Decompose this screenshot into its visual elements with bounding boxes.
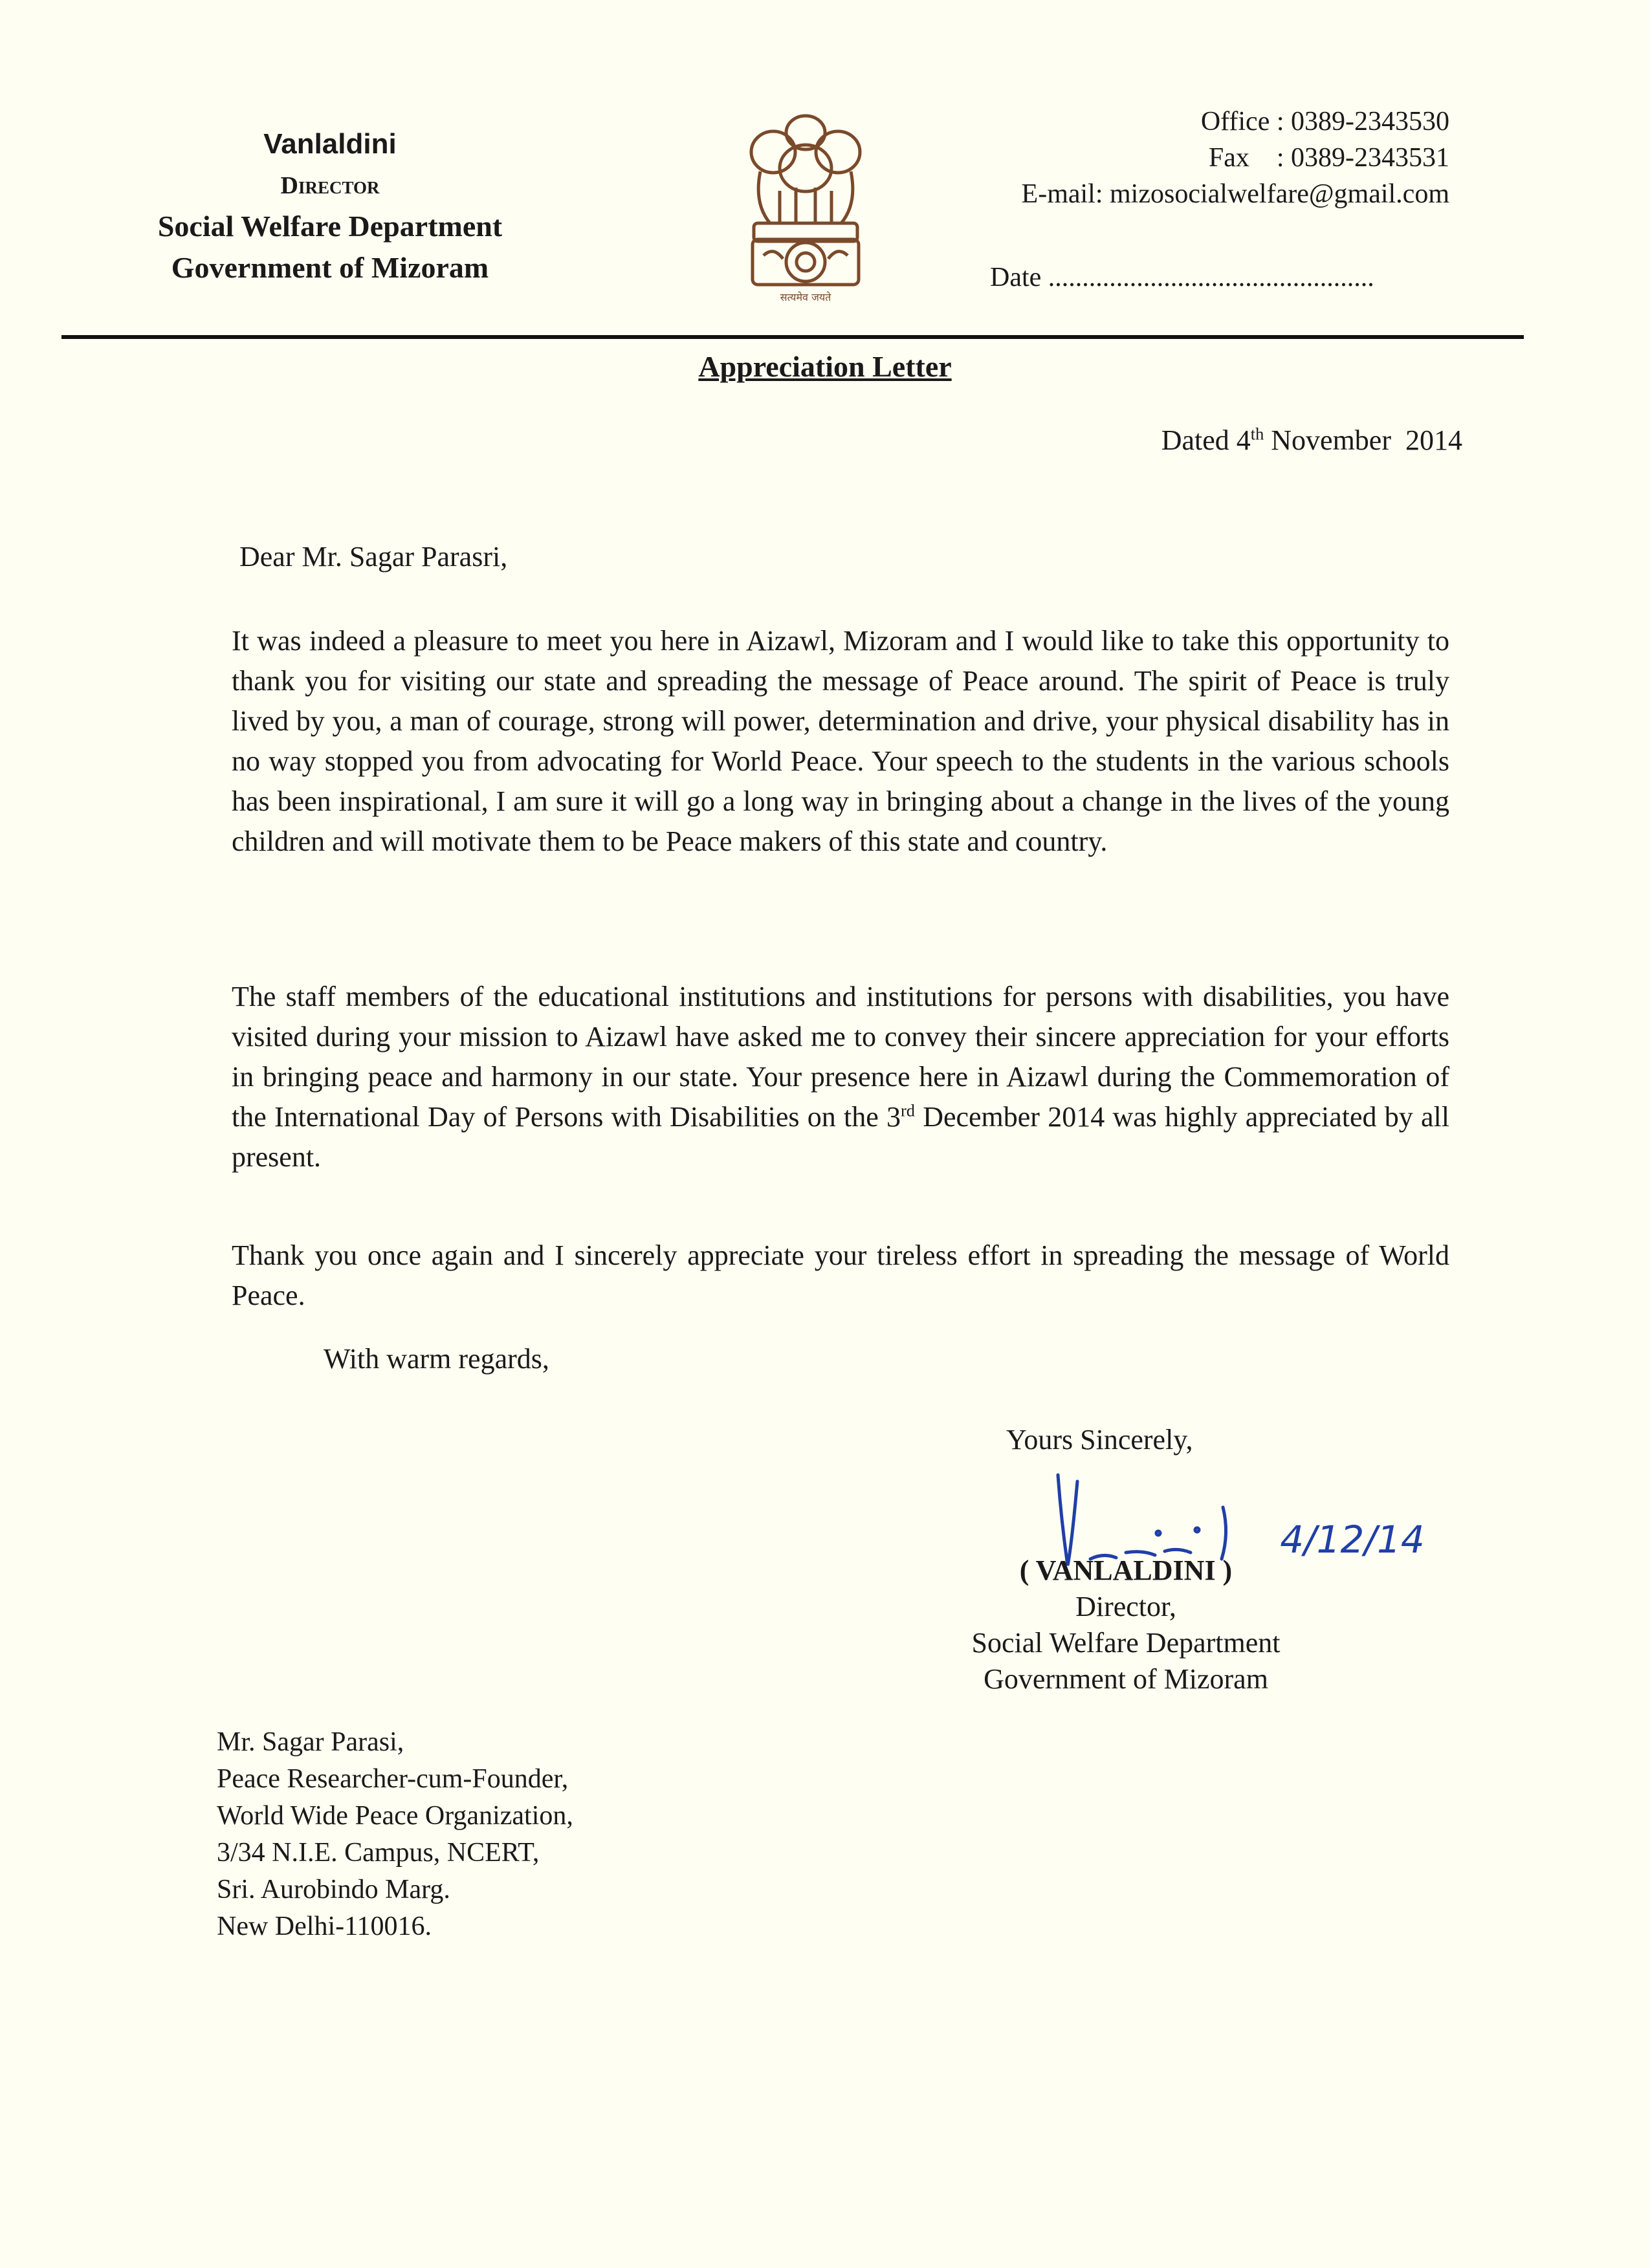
- address-line: Peace Researcher-cum-Founder,: [217, 1764, 569, 1794]
- paragraph-2-sup: rd: [900, 1100, 915, 1120]
- office-phone: Office : 0389-2343530: [1200, 107, 1449, 136]
- regards-line: With warm regards,: [324, 1343, 549, 1375]
- salutation: Dear Mr. Sagar Parasri,: [239, 541, 508, 572]
- sender-department: Social Welfare Department: [157, 210, 503, 243]
- paragraph-3: Thank you once again and I sincerely appreciate your tireless effort in spreading the message of World Peace.: [232, 1239, 1449, 1311]
- address-line: Sri. Aurobindo Marg.: [217, 1875, 450, 1904]
- header-divider: [61, 335, 1524, 339]
- fax-number: Fax : 0389-2343531: [1208, 143, 1449, 173]
- national-emblem-icon: [734, 107, 877, 307]
- recipient-address: [217, 1724, 573, 1945]
- paragraph-2-part-a: The staff members of the educational institutions and institutions for persons with disabilities, you have visited during your mission to Aizawl have asked me to convey their sincere appreciation for your efforts in bringing peace and harmony in our state. Your presence here in Aizawl during the Commemoration of the International Day of Persons with Disabilities on the 3: [232, 981, 1449, 1133]
- dated-rest: November 2014: [1264, 424, 1462, 456]
- paragraph-1: It was indeed a pleasure to meet you here in Aizawl, Mizoram and I would like to take this opportunity to thank you for visiting our state and spreading the message of Peace around. The spirit of Peace is truly lived by you, a man of courage, strong will power, determination and drive, your physical disability has in no way stopped you from advocating for World Peace. Your speech to the students in the various schools has been inspirational, I am sure it will go a long way in bringing about a change in the lives of the young children and will motivate them to be Peace makers of this state and country.: [232, 625, 1449, 857]
- letter-title-block: [0, 349, 1650, 384]
- signature-date: 4/12/14: [1280, 1518, 1425, 1562]
- dated-line: [1161, 424, 1462, 457]
- signatory-role: Director,: [1075, 1591, 1176, 1622]
- address-line: Mr. Sagar Parasi,: [217, 1727, 404, 1757]
- sender-block: [84, 123, 576, 289]
- sender-name: Vanlaldini: [263, 128, 397, 160]
- contact-block: [945, 104, 1449, 212]
- address-line: World Wide Peace Organization,: [217, 1801, 573, 1831]
- date-field: Date ................................................: [990, 263, 1374, 292]
- signatory-name: ( VANLALDINI ): [1019, 1554, 1233, 1586]
- yours-sincerely: Yours Sincerely,: [1006, 1424, 1193, 1456]
- signatory-government: Government of Mizoram: [984, 1663, 1268, 1695]
- paragraph-2-part-b: December 2014 was highly appreciated by all present.: [232, 1101, 1450, 1173]
- dated-suffix: th: [1250, 424, 1264, 444]
- signatory-department: Social Welfare Department: [971, 1627, 1281, 1659]
- sender-role: Director: [280, 172, 380, 199]
- address-line: 3/34 N.I.E. Campus, NCERT,: [217, 1838, 540, 1868]
- letter-title: Appreciation Letter: [698, 350, 952, 383]
- paragraph-2: [232, 977, 1449, 1177]
- emblem-caption: सत्यमेव जयते: [780, 291, 831, 303]
- email-address: E-mail: mizosocialwelfare@gmail.com: [1021, 179, 1449, 209]
- signature-block: [932, 1553, 1320, 1697]
- sender-government: Government of Mizoram: [171, 251, 489, 284]
- address-line: New Delhi-110016.: [217, 1912, 432, 1941]
- dated-prefix: Dated 4: [1161, 424, 1251, 456]
